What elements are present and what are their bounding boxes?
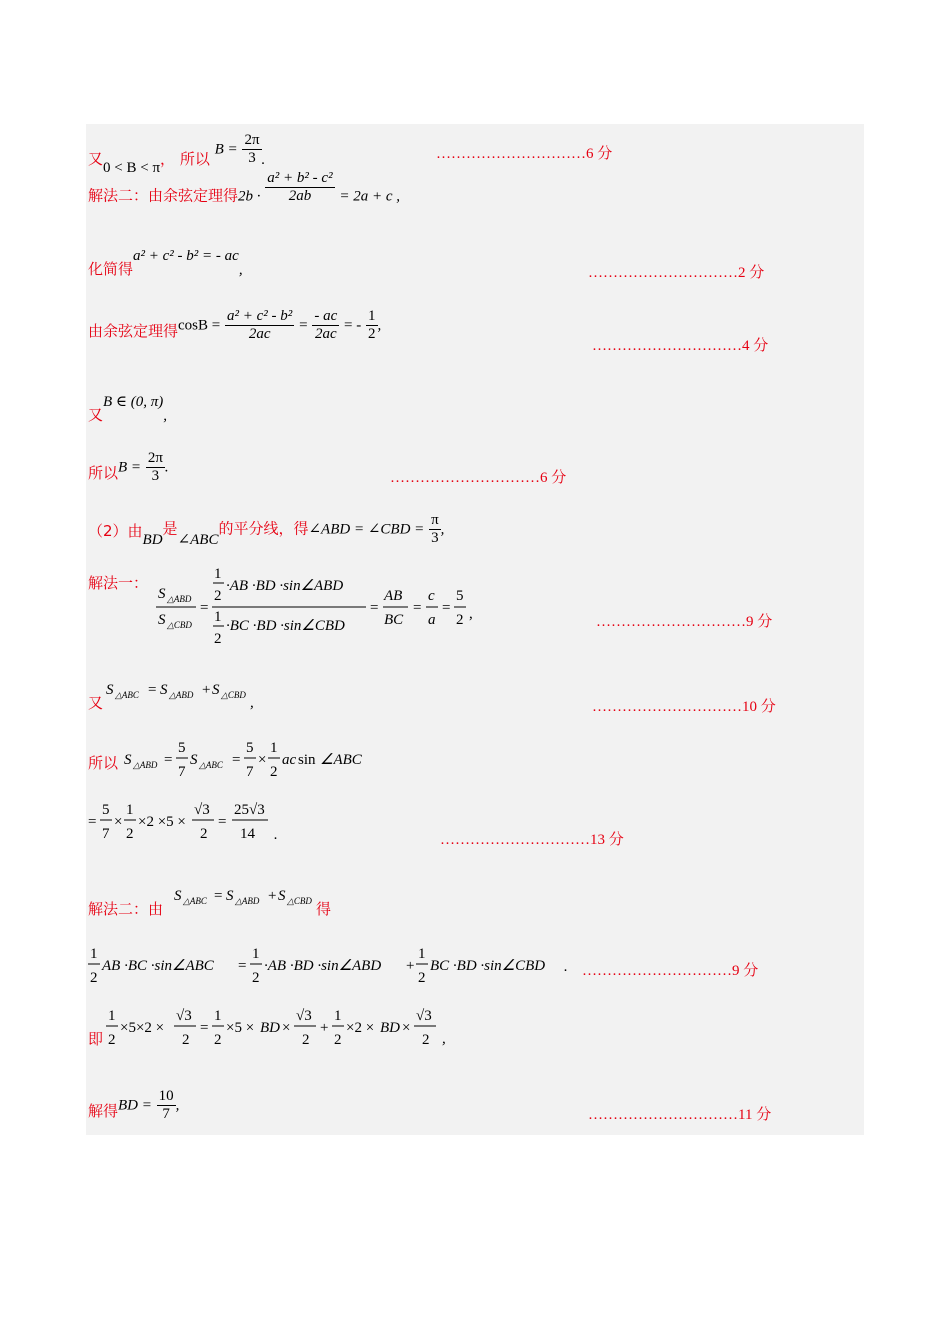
svg-text:·BC ·BD ·sin∠CBD: ·BC ·BD ·sin∠CBD bbox=[226, 618, 345, 634]
svg-text:AB: AB bbox=[384, 588, 403, 604]
period: . bbox=[261, 151, 266, 168]
svg-text:1: 1 bbox=[270, 740, 278, 756]
line-10 bbox=[88, 740, 362, 780]
score-2: …………………………2 分 bbox=[588, 265, 765, 281]
svg-text:×5×2 ×: ×5×2 × bbox=[120, 1020, 165, 1036]
math: = bbox=[299, 317, 308, 334]
fraction: $\frac{2\pi}{3}$ bbox=[147, 450, 163, 484]
svg-text:1: 1 bbox=[214, 609, 222, 625]
svg-text:2: 2 bbox=[182, 1032, 190, 1048]
svg-text:5: 5 bbox=[102, 802, 110, 818]
svg-text:△CBD: △CBD bbox=[167, 620, 192, 630]
svg-text:=: = bbox=[200, 1020, 209, 1036]
score-9b: …………………………9 分 bbox=[582, 963, 759, 979]
line-12 bbox=[88, 886, 332, 918]
svg-text:S: S bbox=[174, 888, 182, 904]
fraction: $\frac{\text{a² + b² - c²}}{2ab}$ bbox=[267, 170, 333, 204]
svg-text:2: 2 bbox=[108, 1032, 116, 1048]
line-8 bbox=[88, 566, 473, 647]
svg-text:△CBD: △CBD bbox=[287, 896, 312, 906]
svg-text:=: = bbox=[218, 814, 227, 830]
svg-text:2: 2 bbox=[90, 970, 98, 986]
label: 由余弦定理得 bbox=[88, 321, 179, 340]
label: 又 bbox=[88, 694, 104, 712]
svg-text:a: a bbox=[428, 612, 436, 628]
svg-text:1: 1 bbox=[214, 566, 222, 582]
svg-text:1: 1 bbox=[90, 946, 98, 962]
svg-text:S: S bbox=[160, 682, 168, 698]
svg-text:1: 1 bbox=[214, 1008, 222, 1024]
svg-text:S: S bbox=[106, 682, 114, 698]
svg-text:×2 ×5 ×: ×2 ×5 × bbox=[138, 814, 186, 830]
svg-text:25√3: 25√3 bbox=[234, 802, 265, 818]
svg-text:ac: ac bbox=[282, 752, 297, 768]
score-9: …………………………9 分 bbox=[596, 614, 773, 630]
math: ∠ABC bbox=[177, 531, 219, 548]
svg-text:△ABD: △ABD bbox=[169, 690, 194, 700]
svg-text:=: = bbox=[232, 752, 241, 768]
svg-text:×: × bbox=[282, 1020, 291, 1036]
label: 得 bbox=[316, 900, 332, 918]
line-5 bbox=[88, 394, 168, 424]
svg-text:2: 2 bbox=[214, 1032, 222, 1048]
svg-text:√3: √3 bbox=[416, 1008, 432, 1024]
math: = 2a + c , bbox=[339, 188, 401, 205]
svg-text:2: 2 bbox=[200, 826, 208, 842]
line-1 bbox=[88, 132, 266, 176]
svg-text:△ABC: △ABC bbox=[115, 690, 139, 700]
score-6b: …………………………6 分 bbox=[390, 470, 567, 486]
svg-text:=: = bbox=[164, 752, 173, 768]
score-4: …………………………4 分 bbox=[592, 338, 769, 354]
label: 所以 bbox=[88, 463, 119, 482]
area-sum-2 bbox=[172, 886, 322, 912]
label: 解法二：由 bbox=[88, 900, 164, 918]
svg-text:5: 5 bbox=[246, 740, 254, 756]
svg-text:=: = bbox=[200, 600, 209, 616]
svg-text:sin: sin bbox=[298, 752, 316, 768]
math: cosB = bbox=[178, 317, 221, 334]
svg-text:+: + bbox=[202, 682, 211, 698]
area-ratio-formula bbox=[154, 566, 484, 650]
line-14 bbox=[88, 1004, 446, 1048]
svg-text:=: = bbox=[148, 682, 157, 698]
svg-text:2: 2 bbox=[422, 1032, 430, 1048]
svg-text:7: 7 bbox=[246, 764, 254, 780]
score-10: …………………………10 分 bbox=[592, 699, 776, 715]
svg-text:2: 2 bbox=[126, 826, 134, 842]
svg-text:=: = bbox=[370, 600, 379, 616]
svg-text:BD: BD bbox=[260, 1020, 280, 1036]
svg-text:△ABC: △ABC bbox=[183, 896, 207, 906]
svg-text:S: S bbox=[124, 752, 132, 768]
svg-text:S: S bbox=[278, 888, 286, 904]
svg-text:√3: √3 bbox=[296, 1008, 312, 1024]
fraction: $\frac{2\pi}{3}$ bbox=[244, 132, 260, 166]
fraction: $\frac{1}{2}$ bbox=[368, 308, 376, 342]
label: 化简得 bbox=[88, 260, 134, 278]
label: （2）由 bbox=[88, 521, 143, 540]
svg-text:7: 7 bbox=[102, 826, 110, 842]
svg-text:×: × bbox=[402, 1020, 411, 1036]
line-15 bbox=[88, 1088, 179, 1123]
label: 所以 bbox=[88, 754, 119, 772]
svg-text:·AB ·BD ·sin∠ABD: ·AB ·BD ·sin∠ABD bbox=[226, 578, 344, 594]
svg-text:1: 1 bbox=[418, 946, 426, 962]
period: . bbox=[564, 959, 568, 975]
svg-text:5: 5 bbox=[178, 740, 186, 756]
svg-text:=: = bbox=[442, 600, 451, 616]
svg-text:△ABD: △ABD bbox=[235, 896, 260, 906]
fraction: $\frac{- ac}{2ac}$ bbox=[314, 308, 338, 342]
svg-text:=: = bbox=[238, 958, 247, 974]
svg-text:△ABD: △ABD bbox=[133, 760, 158, 770]
svg-text:△ABC: △ABC bbox=[199, 760, 223, 770]
svg-text:2: 2 bbox=[214, 588, 222, 604]
line-9 bbox=[88, 680, 254, 712]
svg-text:5: 5 bbox=[456, 588, 464, 604]
score-6: …………………………6 分 bbox=[436, 146, 613, 162]
label: 解法一： bbox=[88, 574, 149, 592]
fraction: $\frac{\text{a² + c² - b²}}{2ac}$ bbox=[227, 308, 293, 342]
svg-text:=: = bbox=[214, 888, 223, 904]
svg-text:1: 1 bbox=[252, 946, 260, 962]
svg-text:·AB ·BD ·sin∠ABD: ·AB ·BD ·sin∠ABD bbox=[264, 958, 382, 974]
comma: , bbox=[442, 1031, 446, 1047]
math: ∠ABD = ∠CBD = bbox=[308, 521, 425, 538]
svg-text:2: 2 bbox=[270, 764, 278, 780]
label: 即 bbox=[88, 1030, 104, 1048]
label: 是 bbox=[162, 519, 178, 538]
svg-text:AB ·BC ·sin∠ABC: AB ·BC ·sin∠ABC bbox=[102, 958, 214, 974]
svg-text:×5 ×: ×5 × bbox=[226, 1020, 255, 1036]
period: . bbox=[164, 459, 169, 476]
label: 所以 bbox=[179, 149, 210, 168]
svg-text:BC: BC bbox=[384, 612, 404, 628]
svg-text:=: = bbox=[88, 814, 97, 830]
comma: , bbox=[377, 317, 382, 334]
svg-text:,: , bbox=[469, 606, 473, 622]
fraction: $\frac{10}{7}$ bbox=[158, 1088, 174, 1122]
fraction: $\frac{\pi}{3}$ bbox=[431, 512, 439, 546]
svg-text:×: × bbox=[258, 752, 267, 768]
svg-text:√3: √3 bbox=[194, 802, 210, 818]
comma: , bbox=[175, 1097, 180, 1114]
svg-text:=: = bbox=[413, 600, 422, 616]
svg-text:S: S bbox=[212, 682, 220, 698]
svg-text:2: 2 bbox=[334, 1032, 342, 1048]
area-equation bbox=[88, 944, 578, 988]
comma: , bbox=[238, 262, 243, 278]
svg-text:√3: √3 bbox=[176, 1008, 192, 1024]
period: . bbox=[274, 827, 278, 843]
comma: ， bbox=[160, 149, 176, 168]
line-2 bbox=[88, 170, 401, 205]
svg-text:+: + bbox=[406, 958, 415, 974]
area-sum bbox=[104, 680, 264, 706]
svg-text:7: 7 bbox=[178, 764, 186, 780]
svg-text:S: S bbox=[158, 586, 166, 602]
svg-text:2: 2 bbox=[302, 1032, 310, 1048]
svg-text:14: 14 bbox=[240, 826, 255, 842]
label: 解得 bbox=[88, 1101, 119, 1120]
label: 解法二：由余弦定理得 bbox=[88, 186, 239, 205]
math: BD bbox=[142, 531, 163, 548]
svg-text:BD: BD bbox=[380, 1020, 400, 1036]
svg-text:S: S bbox=[190, 752, 198, 768]
math: 2b · bbox=[238, 188, 261, 205]
svg-text:+: + bbox=[320, 1020, 329, 1036]
area-abd-formula bbox=[122, 740, 382, 782]
math: = - bbox=[344, 317, 362, 334]
svg-text:2: 2 bbox=[456, 612, 464, 628]
svg-text:1: 1 bbox=[334, 1008, 342, 1024]
math: 0 < B < π bbox=[103, 159, 161, 176]
svg-text:∠ABC: ∠ABC bbox=[320, 752, 362, 768]
svg-text:c: c bbox=[428, 588, 435, 604]
svg-text:×: × bbox=[114, 814, 123, 830]
math: B = bbox=[214, 141, 238, 158]
comma: , bbox=[163, 408, 168, 424]
svg-text:△ABD: △ABD bbox=[167, 594, 192, 604]
math: BD = bbox=[118, 1097, 152, 1114]
svg-text:1: 1 bbox=[108, 1008, 116, 1024]
svg-text:S: S bbox=[158, 612, 166, 628]
line-6 bbox=[88, 450, 169, 485]
svg-text:BC ·BD ·sin∠CBD: BC ·BD ·sin∠CBD bbox=[430, 958, 546, 974]
substituted-equation bbox=[104, 1004, 444, 1050]
comma: , bbox=[440, 521, 445, 538]
line-4 bbox=[88, 308, 381, 343]
math: B = bbox=[118, 459, 142, 476]
line-7 bbox=[88, 512, 444, 547]
svg-text:+: + bbox=[268, 888, 277, 904]
math: B ∈ (0, π) bbox=[103, 394, 164, 410]
math: a² + c² - b² = - ac bbox=[133, 248, 239, 264]
svg-text:2: 2 bbox=[252, 970, 260, 986]
svg-text:S: S bbox=[226, 888, 234, 904]
line-3 bbox=[88, 248, 243, 278]
svg-text:×2 ×: ×2 × bbox=[346, 1020, 375, 1036]
label: 的平分线，得 bbox=[218, 519, 309, 538]
area-result bbox=[88, 800, 288, 844]
label: 又 bbox=[88, 406, 104, 424]
svg-text:2: 2 bbox=[418, 970, 426, 986]
score-13: …………………………13 分 bbox=[440, 832, 624, 848]
svg-text:△CBD: △CBD bbox=[221, 690, 246, 700]
svg-text:1: 1 bbox=[126, 802, 134, 818]
comma: , bbox=[250, 695, 254, 711]
svg-text:2: 2 bbox=[214, 631, 222, 647]
label: 又 bbox=[88, 149, 104, 168]
score-11: …………………………11 分 bbox=[588, 1107, 772, 1123]
